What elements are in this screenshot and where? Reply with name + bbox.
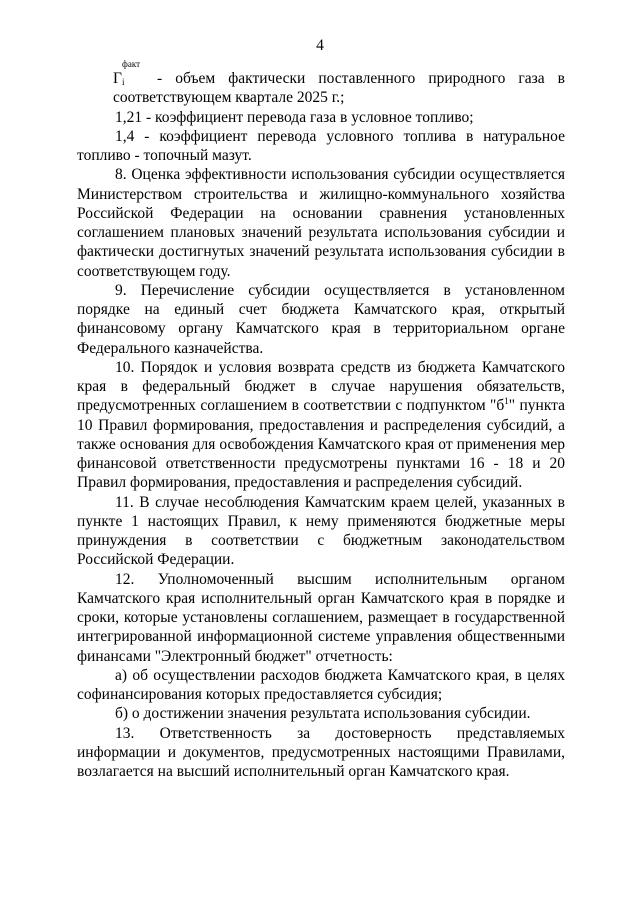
paragraph-12-item-a: а) об осуществлении расходов бюджета Камчатского края, в целях софинансирования которых предоставляется субсидия; xyxy=(77,666,565,703)
formula-symbol xyxy=(113,59,144,88)
paragraph-formula-text: - объем фактически поставленного природного газа в соответствующем квартале 2025 г.; xyxy=(113,70,566,107)
paragraph-8: 8. Оценка эффективности использования субсидии осуществляется Министерством строительства и жилищно-коммунального хозяйства Российской Федерации на основании сравнения установленных соглашением плановых значений результата использования субсидии и фактически достигнутых значений результата использования субсидии в соответствующем году. xyxy=(77,166,565,280)
paragraph-gas-coefficient: 1,21 - коэффициент перевода газа в условное топливо; xyxy=(115,108,474,126)
formula-symbol-letter: Г xyxy=(113,70,122,87)
paragraph-formula-term xyxy=(77,59,566,108)
paragraph-13: 13. Ответственность за достоверность представляемых информации и документов, предусмотренных настоящими Правилами, возлагается на высший исполнительный орган Камчатского края. xyxy=(77,724,565,780)
formula-superscript: факт xyxy=(122,59,141,69)
paragraph-11: 11. В случае несоблюдения Камчатским краем целей, указанных в пункте 1 настоящих Правил, к нему применяются бюджетные меры принуждения в соответствии с бюджетным законодательством Российской Федерации. xyxy=(77,493,565,569)
paragraph-12: 12. Уполномоченный высшим исполнительным органом Камчатского края исполнительный орган Камчатского края в порядке и сроки, которые установлены соглашением, размещает в государственной интегрированной информационной системе управления общественными финансами "Электронный бюджет" отчетность: xyxy=(77,570,565,665)
paragraph-10-superscript: 1 xyxy=(504,396,509,407)
formula-subscript: i xyxy=(122,77,125,87)
paragraph-12-item-b: б) о достижении значения результата использования субсидии. xyxy=(115,705,531,723)
paragraph-9: 9. Перечисление субсидии осуществляется в установленном порядке на единый счет бюджета Камчатского края, открытый финансовому органу Камчатского края в территориальном органе Федерального казначейства. xyxy=(77,281,565,357)
paragraph-10-part2: " пункта 10 Правил формирования, предоставления и распределения субсидий, а также основания для освобождения Камчатского края от применения мер финансовой ответственности предусмотрены пунктами 16 - 18 и 20 Правил формирования, предоставления и распределения субсидий. xyxy=(77,397,565,492)
paragraph-10-part1: 10. Порядок и условия возврата средств из бюджета Камчатского края в федеральный бюджет в случае нарушения обязательств, предусмотренных соглашением в соответствии с подпунктом "б xyxy=(77,358,565,415)
document-body xyxy=(77,59,566,781)
page-number: 4 xyxy=(316,37,324,54)
paragraph-10 xyxy=(77,358,565,493)
paragraph-fuel-coefficient: 1,4 - коэффициент перевода условного топлива в натуральное топливо - топочный мазут. xyxy=(77,127,565,164)
